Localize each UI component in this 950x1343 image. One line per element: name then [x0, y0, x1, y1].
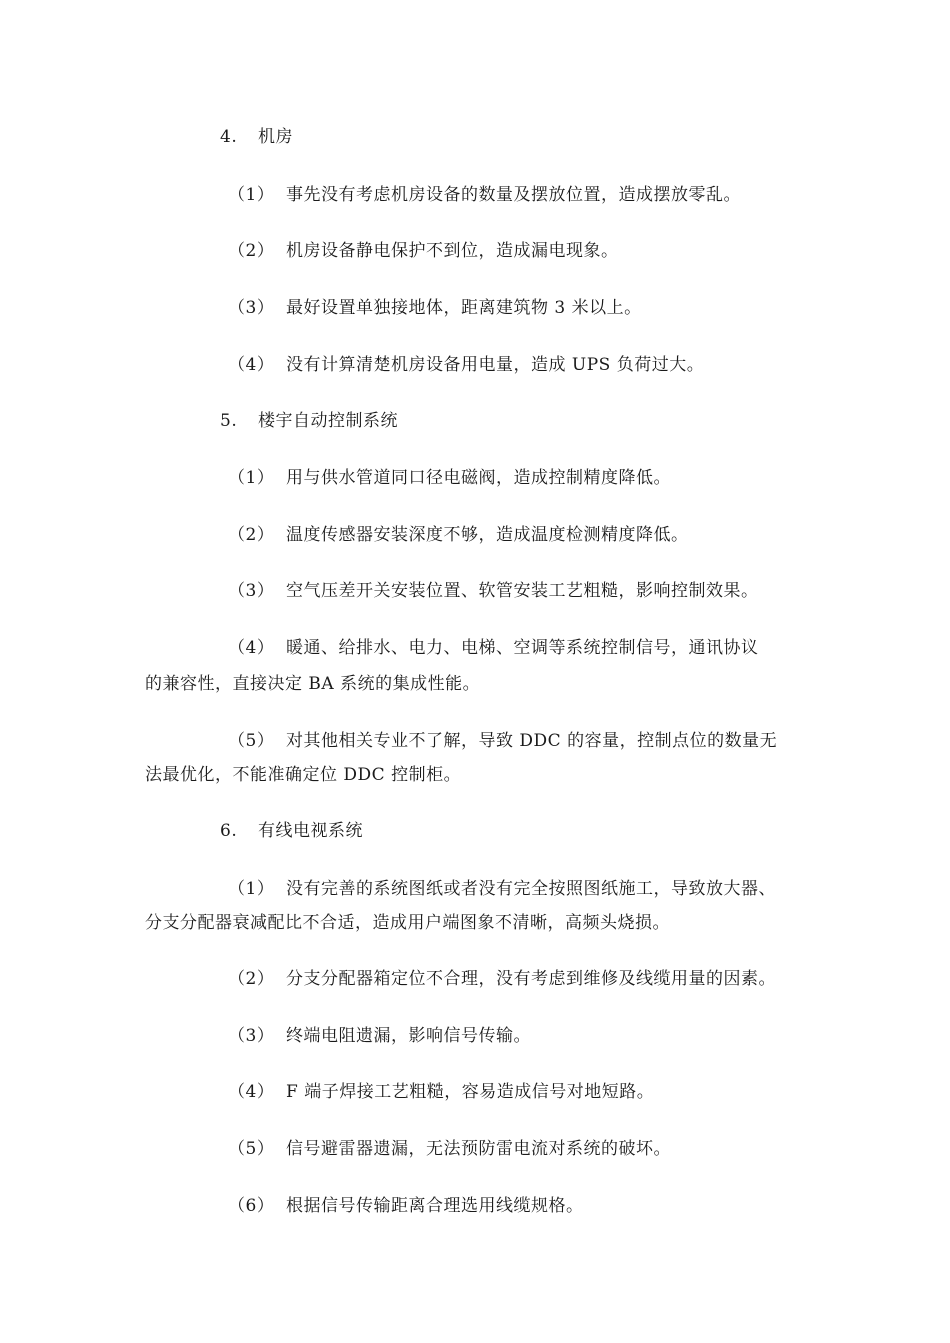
item-number: （3）	[228, 1026, 275, 1046]
item-text: 机房设备静电保护不到位，造成漏电现象。	[286, 241, 619, 261]
section-number: 5.	[220, 411, 238, 431]
list-item	[228, 580, 759, 602]
item-number: （1）	[228, 468, 275, 488]
list-item-continuation: 分支分配器衰减配比不合适，造成用户端图象不清晰，高频头烧损。	[145, 913, 670, 933]
list-item-continuation: 的兼容性，直接决定 BA 系统的集成性能。	[145, 674, 481, 694]
item-text: 暖通、给排水、电力、电梯、空调等系统控制信号，通讯协议	[286, 638, 759, 658]
item-number: （5）	[228, 1139, 275, 1159]
list-item	[228, 354, 704, 376]
item-text: 空气压差开关安装位置、软管安装工艺粗糙，影响控制效果。	[286, 581, 759, 601]
item-text: 温度传感器安装深度不够，造成温度检测精度降低。	[286, 525, 689, 545]
item-text: 信号避雷器遗漏，无法预防雷电流对系统的破坏。	[286, 1139, 671, 1159]
item-number: （4）	[228, 1082, 275, 1102]
item-text: 没有计算清楚机房设备用电量，造成 UPS 负荷过大。	[286, 355, 705, 375]
item-number: （3）	[228, 298, 275, 318]
list-item	[228, 524, 689, 546]
item-text: 最好设置单独接地体，距离建筑物 3 米以上。	[286, 298, 642, 318]
item-text: 事先没有考虑机房设备的数量及摆放位置，造成摆放零乱。	[286, 185, 741, 205]
section-heading	[220, 820, 363, 842]
item-number: （3）	[228, 581, 275, 601]
list-item	[228, 1195, 584, 1217]
section-number: 6.	[220, 821, 238, 841]
list-item-continuation: 法最优化，不能准确定位 DDC 控制柜。	[145, 765, 462, 785]
item-text: 终端电阻遗漏，影响信号传输。	[286, 1026, 531, 1046]
list-item	[228, 1081, 654, 1103]
section-heading	[220, 410, 398, 432]
list-item	[228, 1138, 671, 1160]
list-item	[228, 637, 759, 659]
item-number: （1）	[228, 879, 275, 899]
section-number: 4.	[220, 127, 238, 147]
section-heading	[220, 126, 293, 148]
section-title: 楼宇自动控制系统	[258, 411, 398, 431]
item-text: 分支分配器箱定位不合理，没有考虑到维修及线缆用量的因素。	[286, 969, 776, 989]
item-text: 没有完善的系统图纸或者没有完全按照图纸施工，导致放大器、	[286, 879, 776, 899]
section-title: 有线电视系统	[258, 821, 363, 841]
item-text: 对其他相关专业不了解，导致 DDC 的容量，控制点位的数量无	[286, 731, 778, 751]
item-number: （1）	[228, 185, 275, 205]
item-text: 根据信号传输距离合理选用线缆规格。	[286, 1196, 584, 1216]
item-number: （5）	[228, 731, 275, 751]
list-item	[228, 240, 619, 262]
list-item	[228, 1025, 531, 1047]
item-number: （2）	[228, 241, 275, 261]
list-item	[228, 968, 776, 990]
item-number: （4）	[228, 638, 275, 658]
list-item	[228, 467, 671, 489]
list-item	[228, 184, 741, 206]
section-title: 机房	[258, 127, 293, 147]
item-number: （2）	[228, 525, 275, 545]
list-item	[228, 297, 642, 319]
list-item	[228, 878, 776, 900]
item-text: 用与供水管道同口径电磁阀，造成控制精度降低。	[286, 468, 671, 488]
item-number: （6）	[228, 1196, 275, 1216]
item-text: F 端子焊接工艺粗糙，容易造成信号对地短路。	[286, 1082, 655, 1102]
item-number: （4）	[228, 355, 275, 375]
item-number: （2）	[228, 969, 275, 989]
list-item	[228, 730, 777, 752]
